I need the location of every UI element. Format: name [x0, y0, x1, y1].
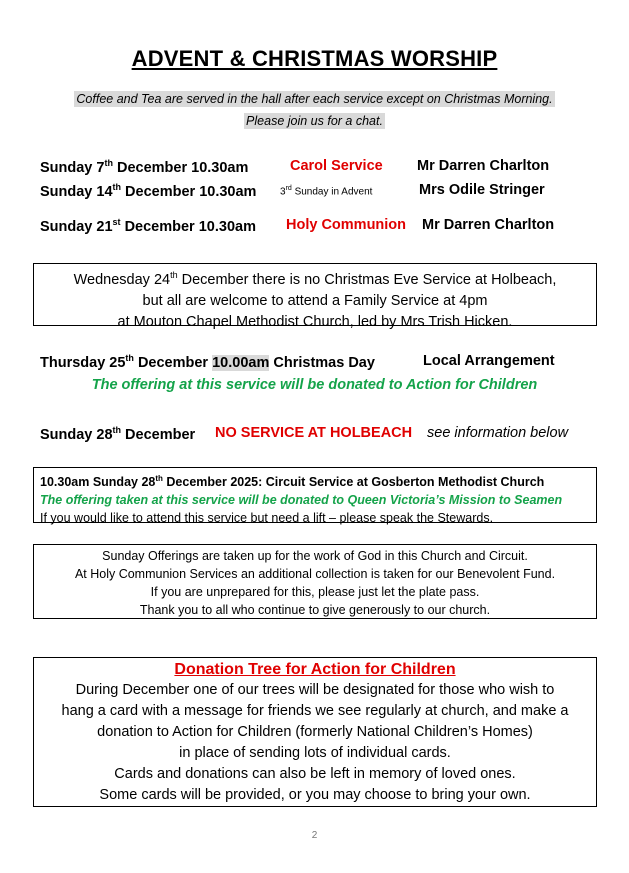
offerings-line: If you are unprepared for this, please just let the plate pass. [150, 585, 480, 599]
offerings-box [33, 544, 597, 619]
circuit-service-box [33, 467, 597, 526]
sunday-28-row: Sunday 28th December NO SERVICE AT HOLBEACH see information below [40, 425, 569, 443]
page-title: ADVENT & CHRISTMAS WORSHIP [131, 46, 498, 71]
eve-line-3: at Mouton Chapel Methodist Church, led by Mrs Trish Hicken. [117, 313, 513, 330]
service-row-14th: Sunday 14th December 10.30am 3rd Sunday in Advent Mrs Odile Stringer [40, 182, 545, 200]
service-event: 3rd Sunday in Advent [280, 185, 373, 198]
service-row-7th: Sunday 7th December 10.30am Carol Service Mr Darren Charlton [40, 158, 550, 176]
donation-tree-box [33, 657, 597, 807]
donation-line: During December one of our trees will be designated for those who wish to [75, 682, 555, 698]
service-leader: Mr Darren Charlton [417, 158, 550, 174]
eve-line-1: Wednesday 24th December there is no Christmas Eve Service at Holbeach, [73, 270, 557, 288]
service-leader: Mrs Odile Stringer [419, 182, 545, 198]
service-leader: Mr Darren Charlton [422, 217, 555, 233]
no-service-notice: NO SERVICE AT HOLBEACH [215, 425, 413, 441]
offerings-line: At Holy Communion Services an additional collection is taken for our Benevolent Fund. [74, 567, 556, 581]
offerings-line: Thank you to all who continue to give generously to our church. [139, 603, 491, 617]
christmas-leader: Local Arrangement [423, 353, 555, 369]
donation-line: in place of sending lots of individual cards. [179, 745, 451, 761]
christmas-time: 10.00am [212, 354, 270, 371]
service-event: Carol Service [290, 158, 383, 174]
service-event: Holy Communion [286, 217, 407, 233]
donation-line: donation to Action for Children (formerly National Children’s Homes) [97, 724, 533, 740]
page-number: 2 [311, 830, 318, 841]
refreshments-note-line-1: Coffee and Tea are served in the hall after each service except on Christmas Morning. [76, 92, 553, 106]
circuit-offering-line: The offering taken at this service will be donated to Queen Victoria’s Mission to Seamen [40, 493, 563, 508]
christmas-day-row: Thursday 25th December 10.00am Christmas Day Local Arrangement [40, 353, 555, 371]
eve-line-2: but all are welcome to attend a Family Service at 4pm [142, 292, 488, 309]
circuit-lift-line: If you would like to attend this service but need a lift – please speak the Stewards. [40, 511, 494, 526]
circuit-line-1: 10.30am Sunday 28th December 2025: Circuit Service at Gosberton Methodist Church [40, 474, 545, 490]
christmas-eve-box [33, 263, 597, 330]
donation-heading: Donation Tree for Action for Children [174, 661, 456, 678]
see-info-note: see information below [427, 425, 569, 441]
donation-line: Cards and donations can also be left in memory of loved ones. [114, 766, 516, 782]
offerings-line: Sunday Offerings are taken up for the work of God in this Church and Circuit. [102, 549, 528, 563]
christmas-offering-note: The offering at this service will be donated to Action for Children [91, 377, 538, 393]
service-row-21st: Sunday 21st December 10.30am Holy Communion Mr Darren Charlton [40, 217, 555, 235]
donation-line: hang a card with a message for friends we see regularly at church, and make a [61, 703, 569, 719]
refreshments-note-line-2: Please join us for a chat. [246, 114, 383, 128]
donation-line: Some cards will be provided, or you may choose to bring your own. [99, 787, 531, 803]
